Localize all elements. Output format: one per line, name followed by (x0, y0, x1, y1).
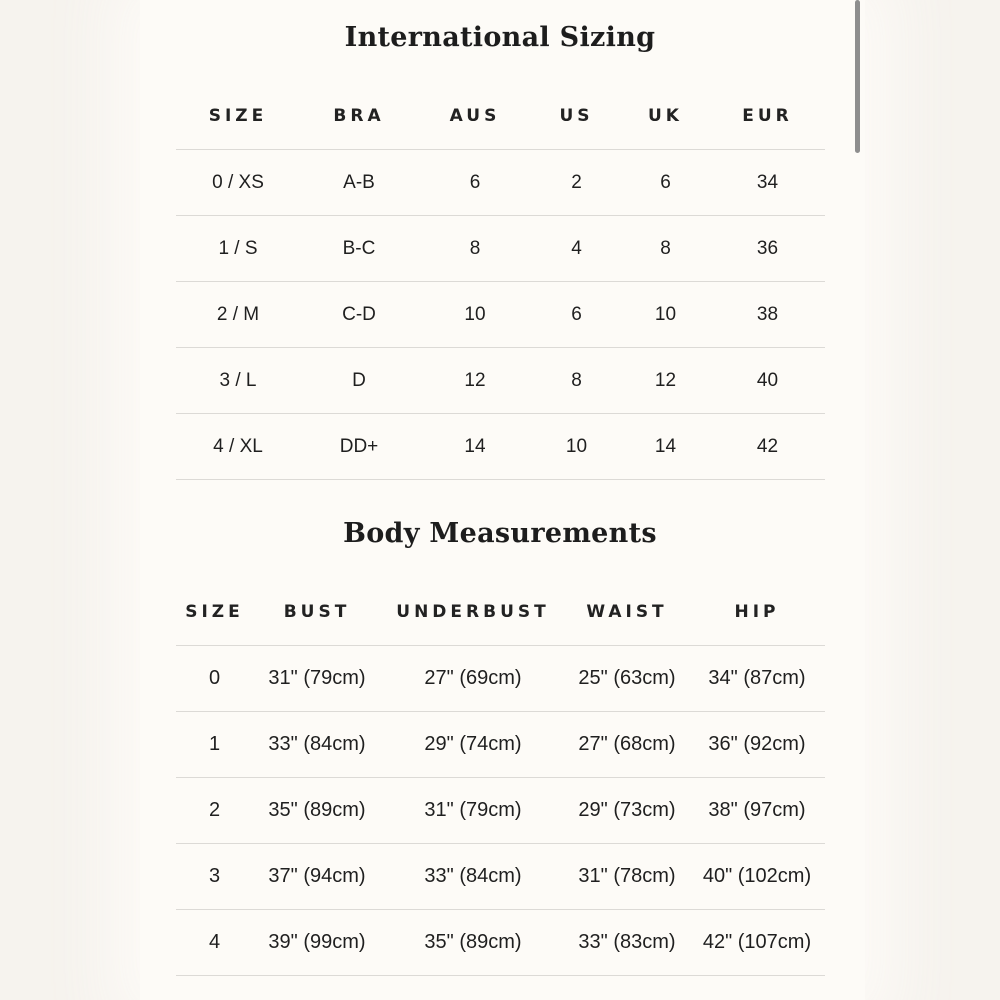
cell-uk: 12 (621, 348, 710, 414)
cell-us: 8 (532, 348, 621, 414)
cell-bust: 33" (84cm) (253, 712, 381, 778)
cell-eur: 34 (710, 150, 825, 216)
cell-underbust: 35" (89cm) (381, 910, 565, 976)
cell-waist: 29" (73cm) (565, 778, 689, 844)
cell-size: 3 / L (176, 348, 300, 414)
cell-aus: 10 (418, 282, 532, 348)
cell-eur: 40 (710, 348, 825, 414)
table-row (176, 282, 825, 348)
cell-bust: 37" (94cm) (253, 844, 381, 910)
table-row (176, 844, 825, 910)
cell-hip: 36" (92cm) (689, 712, 825, 778)
cell-aus: 14 (418, 414, 532, 480)
cell-hip: 40" (102cm) (689, 844, 825, 910)
column-header-size: SIZE (176, 579, 253, 646)
cell-us: 6 (532, 282, 621, 348)
cell-size: 0 / XS (176, 150, 300, 216)
cell-underbust: 31" (79cm) (381, 778, 565, 844)
international-sizing-title: International Sizing (344, 22, 656, 53)
column-header-size: SIZE (176, 83, 300, 150)
cell-hip: 42" (107cm) (689, 910, 825, 976)
cell-waist: 33" (83cm) (565, 910, 689, 976)
column-header-hip: HIP (689, 579, 825, 646)
cell-eur: 38 (710, 282, 825, 348)
cell-size: 1 (176, 712, 253, 778)
table-row (176, 712, 825, 778)
cell-hip: 34" (87cm) (689, 646, 825, 712)
column-header-waist: WAIST (565, 579, 689, 646)
table-row (176, 348, 825, 414)
cell-bra: DD+ (300, 414, 418, 480)
column-header-aus: AUS (418, 83, 532, 150)
table-row (176, 414, 825, 480)
column-header-us: US (532, 83, 621, 150)
cell-waist: 31" (78cm) (565, 844, 689, 910)
column-header-bust: BUST (253, 579, 381, 646)
cell-us: 4 (532, 216, 621, 282)
cell-uk: 6 (621, 150, 710, 216)
cell-eur: 36 (710, 216, 825, 282)
cell-uk: 14 (621, 414, 710, 480)
table-row (176, 216, 825, 282)
cell-bra: B-C (300, 216, 418, 282)
cell-underbust: 33" (84cm) (381, 844, 565, 910)
table-header-row (176, 579, 825, 646)
cell-size: 4 / XL (176, 414, 300, 480)
cell-aus: 6 (418, 150, 532, 216)
table-row (176, 150, 825, 216)
cell-size: 2 (176, 778, 253, 844)
cell-aus: 12 (418, 348, 532, 414)
table-header-row (176, 83, 825, 150)
cell-bust: 39" (99cm) (253, 910, 381, 976)
cell-eur: 42 (710, 414, 825, 480)
table-row (176, 646, 825, 712)
cell-bust: 35" (89cm) (253, 778, 381, 844)
table-row (176, 910, 825, 976)
cell-bust: 31" (79cm) (253, 646, 381, 712)
cell-hip: 38" (97cm) (689, 778, 825, 844)
cell-waist: 27" (68cm) (565, 712, 689, 778)
column-header-uk: UK (621, 83, 710, 150)
cell-bra: A-B (300, 150, 418, 216)
cell-us: 2 (532, 150, 621, 216)
cell-underbust: 27" (69cm) (381, 646, 565, 712)
cell-size: 3 (176, 844, 253, 910)
cell-waist: 25" (63cm) (565, 646, 689, 712)
column-header-underbust: UNDERBUST (381, 579, 565, 646)
cell-us: 10 (532, 414, 621, 480)
cell-aus: 8 (418, 216, 532, 282)
cell-size: 2 / M (176, 282, 300, 348)
cell-size: 0 (176, 646, 253, 712)
international-sizing-table (176, 83, 825, 480)
body-measurements-table (176, 579, 825, 976)
table-row (176, 778, 825, 844)
cell-size: 4 (176, 910, 253, 976)
column-header-eur: EUR (710, 83, 825, 150)
cell-uk: 10 (621, 282, 710, 348)
body-measurements-title: Body Measurements (343, 518, 657, 549)
cell-uk: 8 (621, 216, 710, 282)
cell-bra: D (300, 348, 418, 414)
cell-underbust: 29" (74cm) (381, 712, 565, 778)
column-header-bra: BRA (300, 83, 418, 150)
cell-size: 1 / S (176, 216, 300, 282)
cell-bra: C-D (300, 282, 418, 348)
